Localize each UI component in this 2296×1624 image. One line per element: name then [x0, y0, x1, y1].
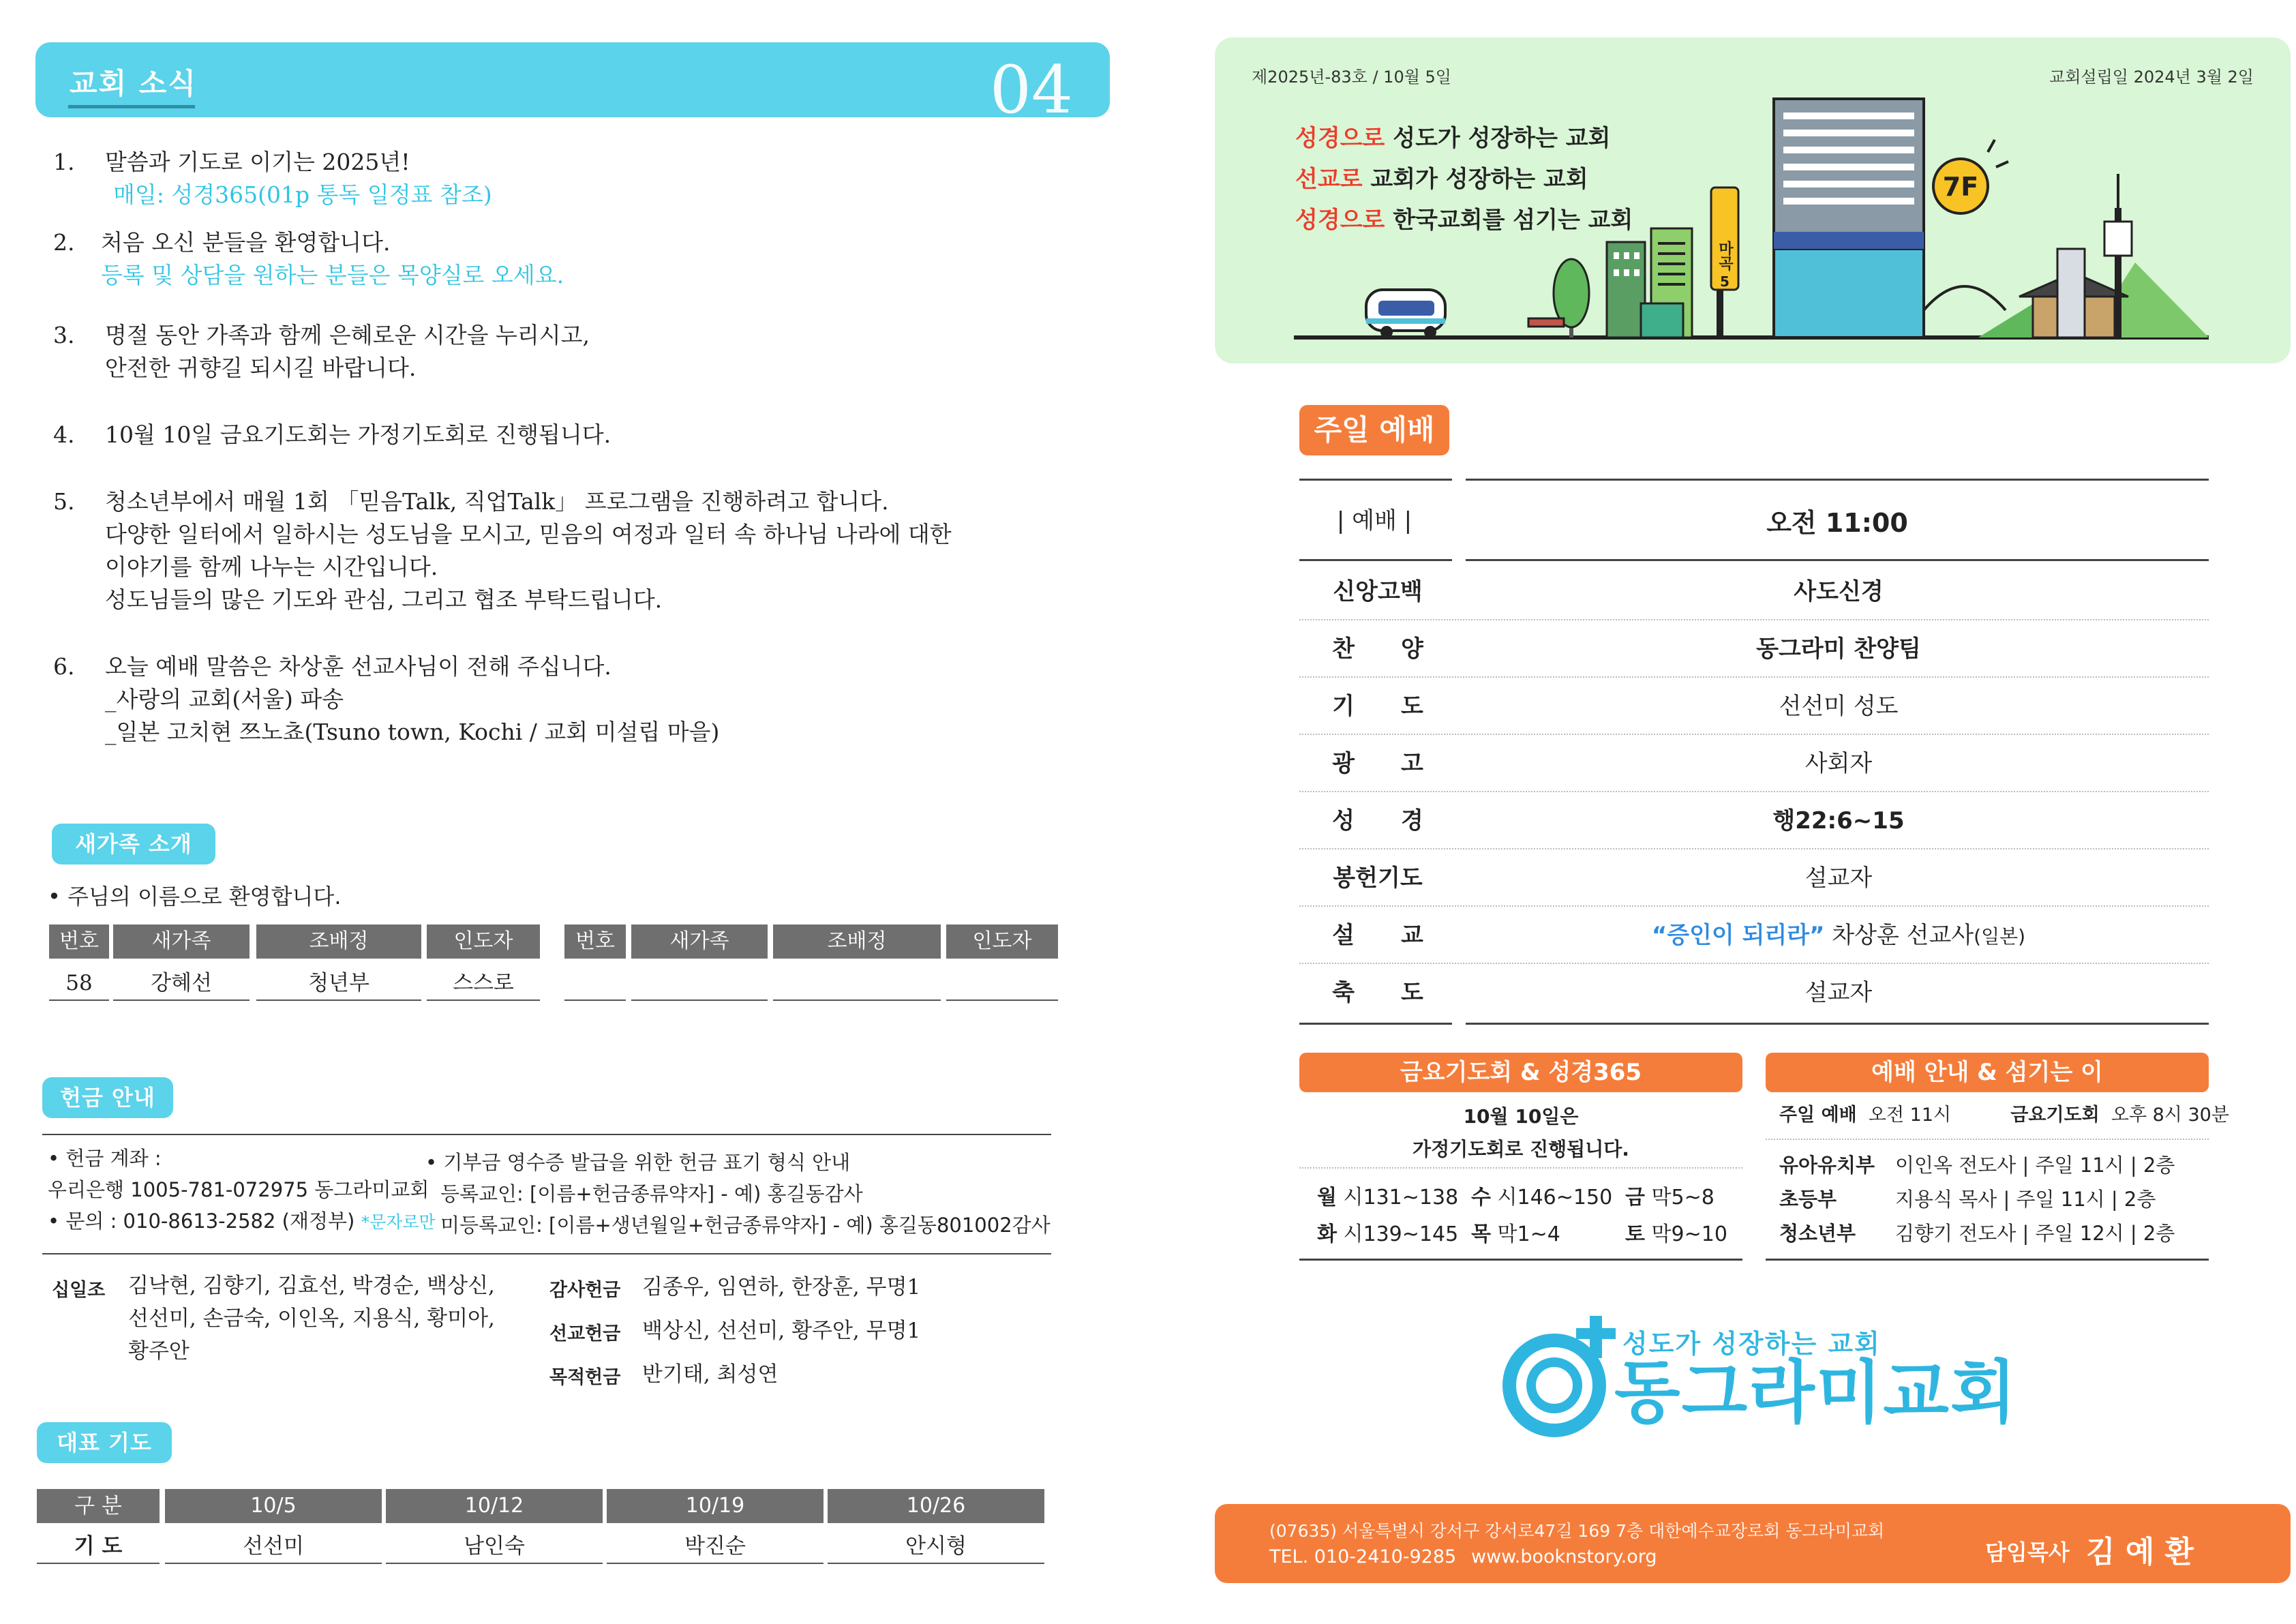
news-line: _사랑의 교회(서울) 파송 — [105, 686, 344, 712]
offering-type-label: 감사헌금 — [549, 1280, 621, 1301]
news-line: 다양한 일터에서 일하시는 성도님을 모시고, 믿음의 여정과 일터 속 하나님 나라에 대한 — [105, 521, 952, 547]
news-num: 5. — [53, 488, 75, 515]
table-cell: 58 — [49, 965, 109, 1001]
row-value: 설교자 — [1804, 864, 1873, 892]
day: 토 — [1625, 1222, 1645, 1246]
department-list — [1779, 1148, 2175, 1250]
divider — [1299, 1023, 1452, 1025]
reading: 시146~150 — [1497, 1186, 1613, 1209]
offering-type-label: 목적헌금 — [549, 1367, 621, 1388]
table-cell: 강혜선 — [113, 965, 250, 1001]
slogan-text: 교회가 성장하는 교회 — [1362, 166, 1588, 193]
col-header: 10/12 — [386, 1489, 603, 1523]
dept-detail: 이인옥 전도사 | 주일 11시 | 2층 — [1895, 1154, 2175, 1177]
news-item-5 — [53, 485, 952, 616]
divider — [1299, 1259, 1742, 1261]
row-value: 사회자 — [1804, 750, 1873, 777]
table-cell: 남인숙 — [386, 1529, 603, 1564]
row-label: 신앙고백 — [1333, 578, 1423, 605]
table-cell-empty — [564, 965, 626, 1001]
slogan-highlight: 성경으로 — [1295, 207, 1385, 234]
preacher: 차상훈 선교사 — [1824, 922, 1974, 949]
offering-receipt-info — [425, 1147, 1051, 1241]
news-note: 등록 및 상담을 원하는 분들은 목양실로 오세요. — [101, 262, 564, 288]
sunday-label: 주일 예배 — [1779, 1104, 1857, 1126]
reading: 막1~4 — [1497, 1222, 1560, 1246]
offering-type-names: 백상신, 선선미, 황주안, 무명1 — [642, 1319, 921, 1343]
new-family-greeting: • 주님의 이름으로 환영합니다. — [48, 884, 342, 909]
slogan-text: 성도가 성장하는 교회 — [1385, 125, 1611, 152]
table-cell-empty — [773, 965, 941, 1001]
new-family-title: 새가족 소개 — [52, 824, 215, 864]
reading: 막9~10 — [1651, 1222, 1727, 1246]
offering-line: • 기부금 영수증 발급을 위한 헌금 표기 형식 안내 — [425, 1151, 851, 1174]
circle-logo-icon — [1493, 1309, 1629, 1439]
row-label: 성 경 — [1332, 807, 1423, 834]
notice-line: 10월 10일은 — [1463, 1105, 1579, 1128]
news-line: 청소년부에서 매월 1회 「믿음Talk, 직업Talk」 프로그램을 진행하려고 합니다. — [105, 488, 889, 515]
preacher-note: (일본) — [1974, 925, 2026, 948]
col-header: 조배정 — [256, 924, 421, 959]
offering-type-label: 선교헌금 — [549, 1323, 621, 1344]
table-cell: 선선미 — [165, 1529, 382, 1564]
floor-badge-icon — [1933, 140, 2008, 213]
news-item-4 — [53, 419, 611, 451]
offering-line: • 헌금 계좌 : — [48, 1147, 162, 1170]
worship-row — [1299, 792, 2209, 849]
news-num: 6. — [53, 653, 75, 680]
row-value: 사도신경 — [1794, 578, 1884, 605]
table-cell: 청년부 — [256, 965, 421, 1001]
col-header: 인도자 — [427, 924, 540, 959]
slogan-text: 한국교회를 섬기는 교회 — [1385, 207, 1633, 234]
founding-date: 교회설립일 2024년 3월 2일 — [2049, 67, 2254, 87]
friday-notice — [1299, 1100, 1742, 1166]
floor-badge-text: 7F — [1942, 172, 1979, 202]
dept-detail: 지용식 목사 | 주일 11시 | 2층 — [1895, 1188, 2156, 1211]
news-num: 3. — [53, 322, 75, 348]
bus-stop-sign-text: 마곡 — [1716, 241, 1734, 271]
row-value: 설교자 — [1804, 979, 1873, 1006]
row-label: 찬 양 — [1332, 635, 1423, 663]
col-header: 새가족 — [631, 924, 768, 959]
sermon-title: “증인이 되리라” — [1651, 922, 1825, 949]
day: 금 — [1625, 1186, 1645, 1209]
col-header: 10/19 — [607, 1489, 824, 1523]
info-title: 예배 안내 & 섬기는 이 — [1766, 1053, 2209, 1092]
name-line: 김낙현, 김향기, 김효선, 박경순, 백상신, — [128, 1274, 495, 1298]
news-line: 처음 오신 분들을 환영합니다. — [101, 229, 391, 256]
footer-address: (07635) 서울특별시 강서구 강서로47길 169 7층 대한예수교장로회 동그라미교회 — [1269, 1521, 1885, 1541]
sunday-time: 오전 11시 — [1868, 1104, 1952, 1126]
offering-line: • 문의 : 010-8613-2582 (재정부) — [48, 1209, 355, 1233]
day: 수 — [1471, 1186, 1491, 1209]
col-header: 10/26 — [828, 1489, 1044, 1523]
footer-tel: TEL. 010-2410-9285 — [1269, 1546, 1457, 1567]
offering-title: 헌금 안내 — [42, 1077, 173, 1118]
divider — [1466, 559, 2209, 561]
news-title-underline — [68, 105, 195, 108]
dept-name: 초등부 — [1779, 1188, 1837, 1211]
news-line: 성도님들의 많은 기도와 관심, 그리고 협조 부탁드립니다. — [105, 586, 663, 613]
news-note: 매일: 성경365(01p 통독 일정표 참조) — [113, 181, 492, 208]
col-header: 번호 — [564, 924, 626, 959]
news-num: 1. — [53, 149, 75, 175]
news-num: 4. — [53, 421, 75, 448]
dept-detail: 김향기 전도사 | 주일 12시 | 2층 — [1895, 1222, 2175, 1245]
worship-title: 주일 예배 — [1299, 405, 1449, 455]
divider — [1299, 1167, 1742, 1169]
news-title: 교회 소식 — [70, 67, 197, 100]
divider — [42, 1134, 1051, 1135]
divider — [42, 1253, 1051, 1254]
service-label: | 예배 | — [1336, 507, 1413, 535]
worship-row — [1299, 735, 2209, 792]
row-value: 행22:6~15 — [1772, 807, 1905, 834]
col-header: 새가족 — [113, 924, 250, 959]
worship-row — [1299, 849, 2209, 907]
friday-label: 금요기도회 — [2010, 1104, 2100, 1126]
worship-row — [1299, 964, 2209, 1021]
news-item-3 — [53, 319, 590, 385]
name-line: 황주안 — [128, 1339, 190, 1364]
slogan-highlight: 선교로 — [1295, 166, 1363, 193]
church-logo — [1493, 1309, 2025, 1439]
name-line: 선선미, 손금숙, 이인옥, 지용식, 황미아, — [128, 1306, 495, 1331]
news-line: 안전한 귀향길 되시길 바랍니다. — [105, 355, 417, 381]
table-cell: 박진순 — [607, 1529, 824, 1564]
text-only-note: *문자로만 — [361, 1212, 436, 1232]
pastor-name: 김 예 환 — [2086, 1535, 2194, 1569]
footer — [1215, 1504, 2291, 1583]
bus-stop-number: 5 — [1720, 273, 1729, 290]
col-header: 조배정 — [773, 924, 941, 959]
offering-type-names: 반기태, 최성연 — [642, 1362, 779, 1387]
divider — [1766, 1139, 2209, 1140]
row-label: 기 도 — [37, 1529, 160, 1564]
col-header: 번호 — [49, 924, 109, 959]
row-label: 축 도 — [1332, 979, 1423, 1006]
service-times — [1779, 1098, 2229, 1133]
news-line: 말씀과 기도로 이기는 2025년! — [105, 149, 410, 175]
news-item-2 — [53, 226, 564, 292]
divider — [1466, 1023, 2209, 1025]
tithe-names — [128, 1269, 495, 1368]
offering-line: 등록교인: [이름+헌금종류약자] - 예) 홍길동감사 — [440, 1182, 863, 1205]
col-header: 10/5 — [165, 1489, 382, 1523]
service-time: 오전 11:00 — [1766, 508, 1908, 538]
reading: 시131~138 — [1343, 1186, 1459, 1209]
divider — [1766, 1259, 2209, 1261]
news-header — [35, 42, 1110, 128]
news-line: 오늘 예배 말씀은 차상훈 선교사님이 전해 주십니다. — [105, 653, 611, 680]
pastor-label: 담임목사 — [1985, 1539, 2070, 1565]
issue-number: 제2025년-83호 / 10월 5일 — [1252, 67, 1451, 87]
news-num: 2. — [53, 229, 75, 256]
offering-line: 미등록교인: [이름+생년월일+헌금종류약자] - 예) 홍길동801002감사 — [440, 1214, 1051, 1237]
day: 화 — [1317, 1222, 1337, 1246]
footer-website: www.booknstory.org — [1471, 1546, 1657, 1567]
day: 목 — [1471, 1222, 1491, 1246]
divider — [1299, 479, 1452, 481]
row-label: 기 도 — [1332, 693, 1423, 720]
news-line: 명절 동안 가족과 함께 은혜로운 시간을 누리시고, — [105, 322, 590, 348]
table-cell: 스스로 — [427, 965, 540, 1001]
worship-row — [1299, 678, 2209, 735]
offering-type-names: 김종우, 임연하, 한장훈, 무명1 — [642, 1275, 921, 1299]
news-line: 이야기를 함께 나누는 시간입니다. — [105, 554, 438, 580]
table-cell: 안시형 — [828, 1529, 1044, 1564]
table-cell-empty — [946, 965, 1058, 1001]
row-label: 봉헌기도 — [1333, 864, 1423, 892]
slogan-highlight: 성경으로 — [1295, 125, 1385, 152]
city-skyline-illustration — [1215, 37, 2291, 363]
notice-line: 가정기도회로 진행됩니다. — [1413, 1138, 1629, 1160]
row-label: 설 교 — [1332, 922, 1423, 949]
reading: 시139~145 — [1343, 1222, 1459, 1246]
bus-icon — [1366, 290, 1445, 338]
news-line: _일본 고치현 쯔노쵸(Tsuno town, Kochi / 교회 미설립 마을) — [105, 719, 720, 745]
worship-row — [1299, 620, 2209, 678]
friday-title: 금요기도회 & 성경365 — [1299, 1053, 1742, 1092]
cover-banner — [1215, 37, 2291, 363]
reading-row-2 — [1317, 1216, 1727, 1253]
divider — [1299, 559, 1452, 561]
worship-row — [1299, 563, 2209, 620]
news-item-6 — [53, 650, 719, 749]
reading-row-1 — [1317, 1179, 1715, 1216]
logo-name: 동그라미교회 — [1614, 1353, 2018, 1432]
page-number: 04 — [989, 52, 1073, 128]
friday-time: 오후 8시 30분 — [2111, 1104, 2229, 1126]
tithe-label: 십일조 — [52, 1280, 106, 1301]
row-label: 광 고 — [1332, 750, 1423, 777]
logo-tagline: 성도가 성장하는 교회 — [1622, 1329, 1881, 1359]
row-value: 동그라미 찬양팀 — [1756, 635, 1921, 663]
news-line: 10월 10일 금요기도회는 가정기도회로 진행됩니다. — [105, 421, 611, 448]
news-item-1 — [53, 146, 492, 211]
dept-name: 청소년부 — [1779, 1222, 1856, 1245]
reading: 막5~8 — [1651, 1186, 1715, 1209]
offering-line: 우리은행 1005-781-072975 동그라미교회 — [48, 1178, 429, 1201]
worship-row — [1299, 907, 2209, 964]
day: 월 — [1317, 1186, 1337, 1209]
prayer-title: 대표 기도 — [37, 1422, 172, 1463]
divider — [1466, 479, 2209, 481]
dept-name: 유아유치부 — [1779, 1154, 1875, 1177]
table-cell-empty — [631, 965, 768, 1001]
col-header: 인도자 — [946, 924, 1058, 959]
col-header: 구 분 — [37, 1489, 160, 1523]
offering-account-info — [48, 1143, 436, 1238]
row-value: 선선미 성도 — [1779, 693, 1899, 720]
